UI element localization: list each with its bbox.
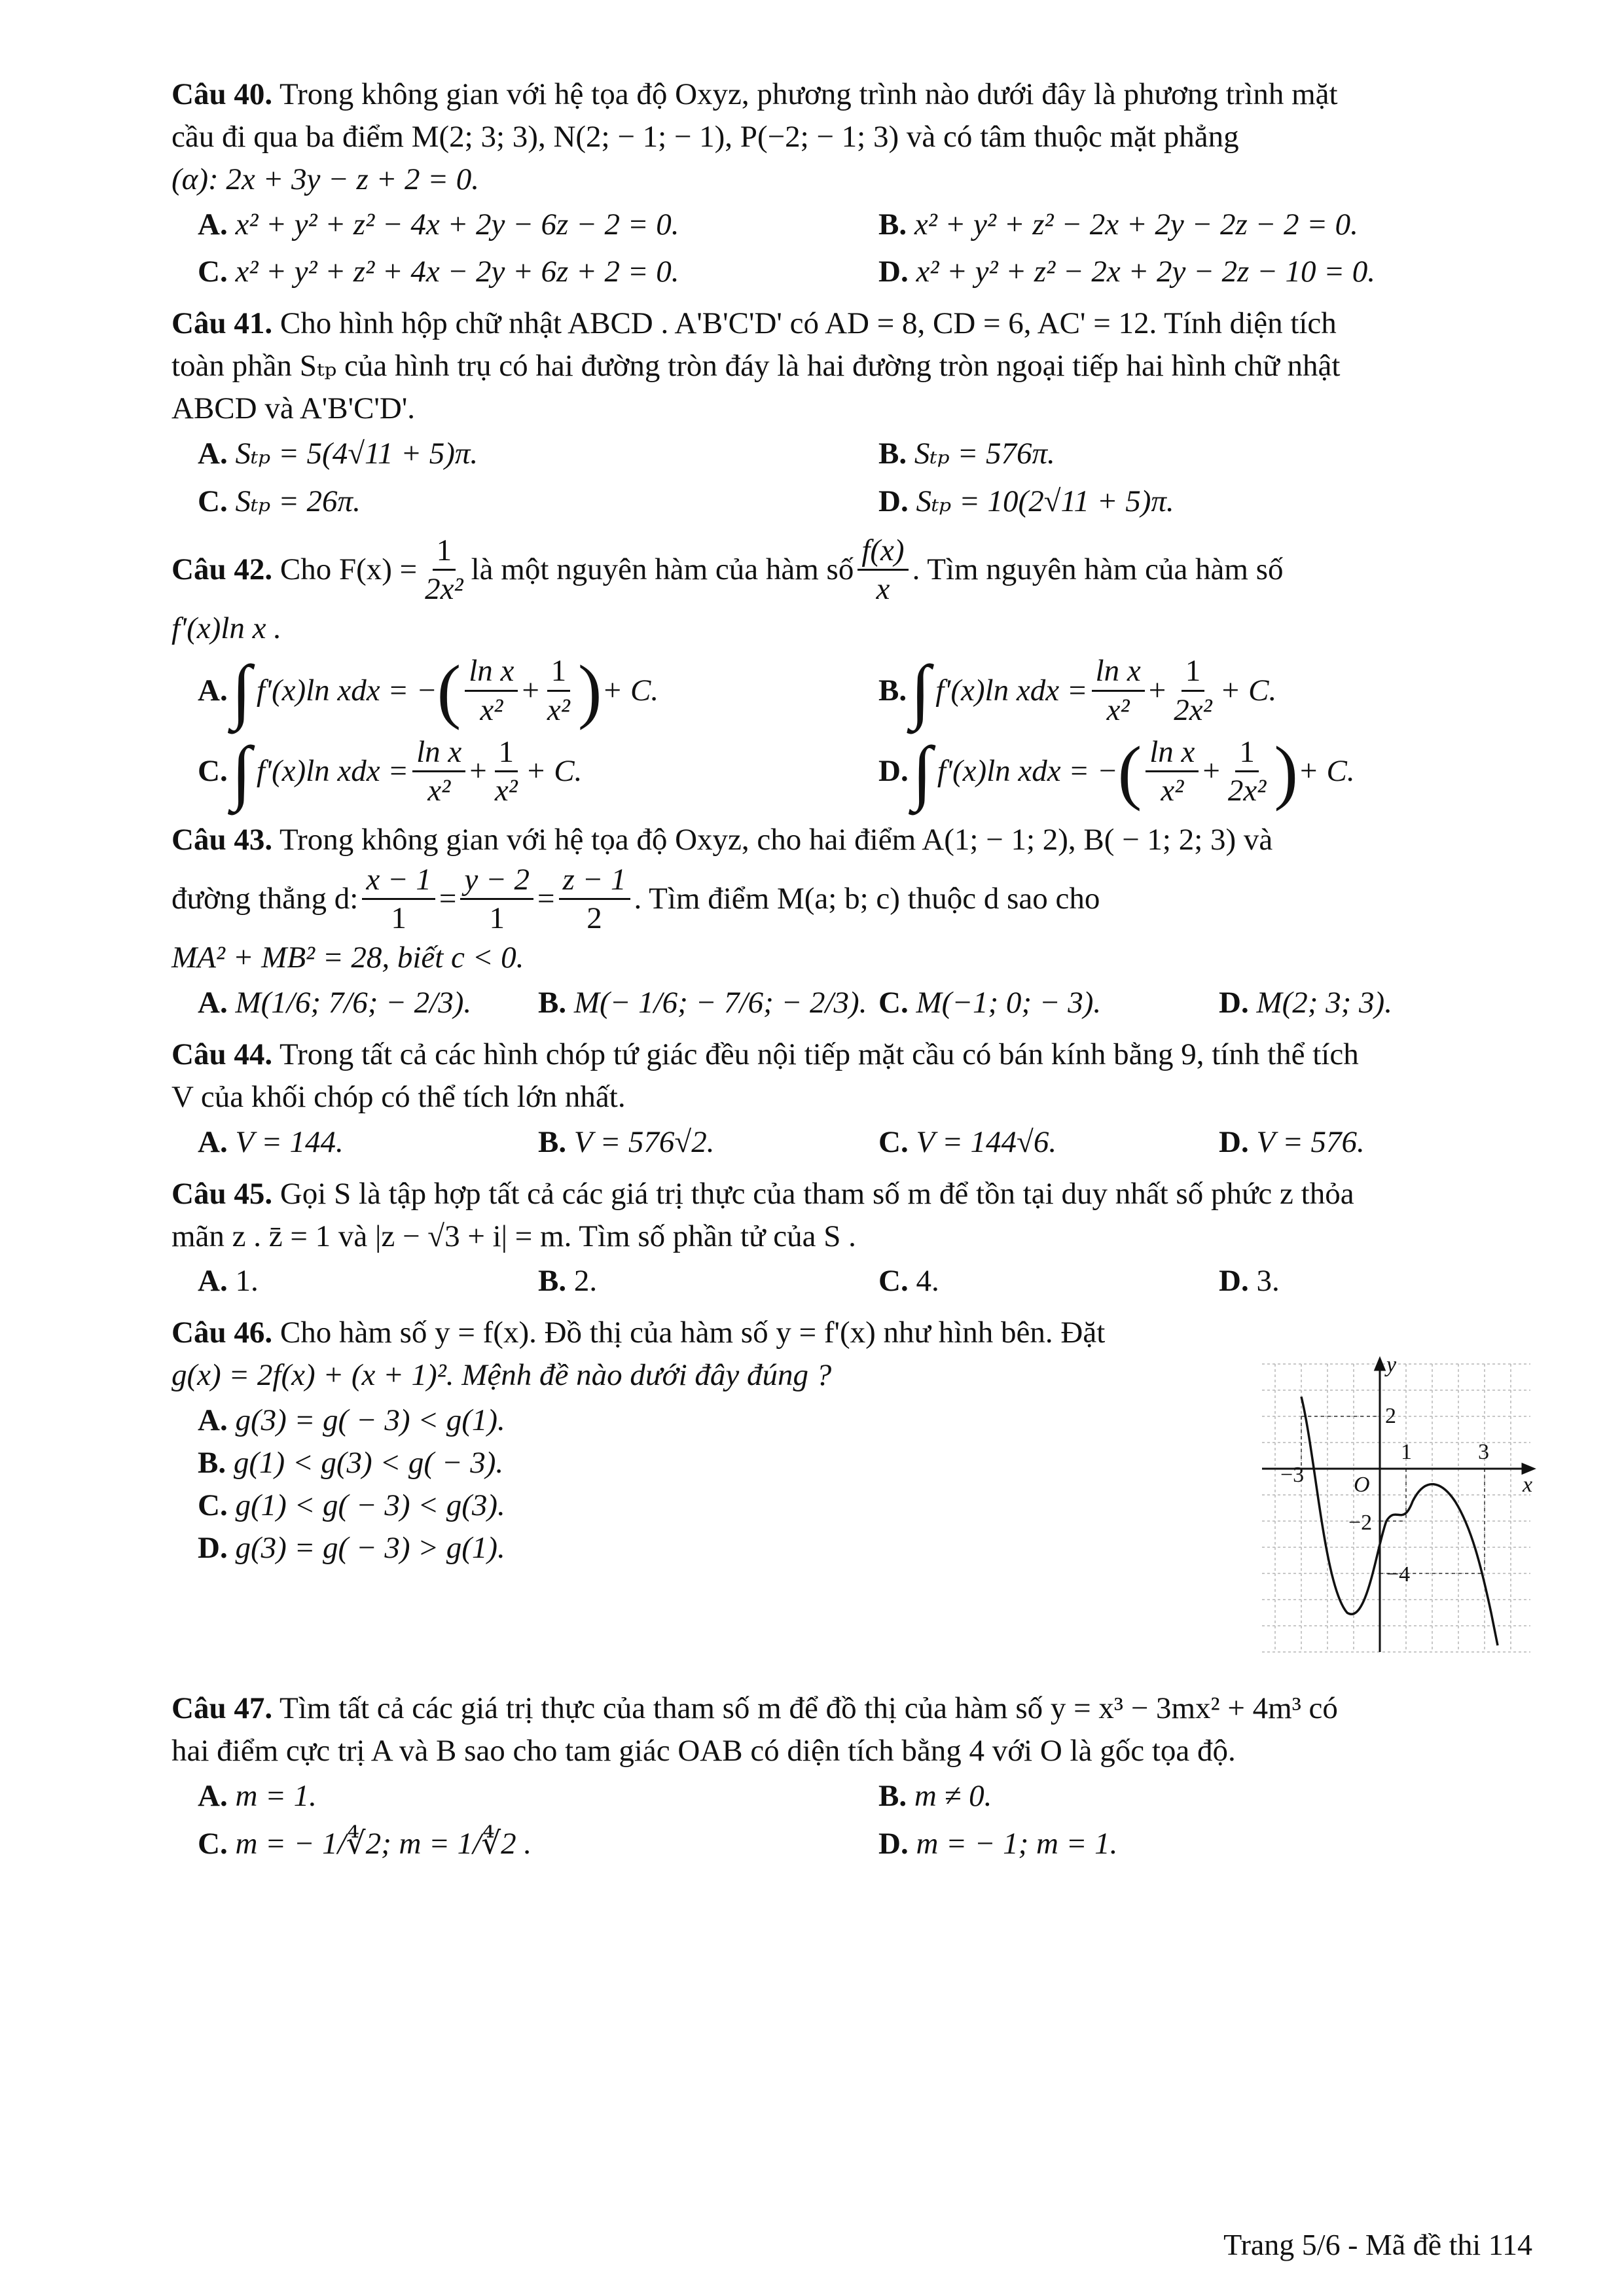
option-label: D. bbox=[878, 1826, 909, 1861]
fraction bbox=[460, 861, 533, 937]
plus-sign: + bbox=[1202, 754, 1220, 789]
option-text: 2. bbox=[573, 1264, 598, 1299]
fraction-denominator: x bbox=[876, 571, 890, 606]
option-label: A. bbox=[198, 1403, 228, 1438]
question-41-text-2: toàn phần Sₜₚ của hình trụ có hai đường tròn đáy là hai đường tròn ngoại tiếp hai hình chữ nhật bbox=[171, 349, 1341, 384]
option-d[interactable] bbox=[852, 731, 1533, 812]
question-40-label: Câu 40. bbox=[171, 77, 273, 111]
question-42 bbox=[171, 532, 1537, 810]
option-label: D. bbox=[878, 754, 909, 789]
option-label: A. bbox=[198, 1124, 228, 1159]
option-label: C. bbox=[198, 1488, 228, 1522]
option-text: g(3) = g( − 3) > g(1). bbox=[235, 1530, 505, 1565]
fraction bbox=[543, 653, 574, 728]
option-label: B. bbox=[878, 1779, 907, 1814]
question-44-stem bbox=[171, 1033, 1537, 1119]
option-label: C. bbox=[878, 1264, 909, 1299]
question-43 bbox=[171, 819, 1537, 1024]
option-b[interactable] bbox=[512, 1260, 852, 1302]
option-tail: + C. bbox=[1298, 754, 1355, 789]
integral-sign: ∫ bbox=[231, 731, 251, 812]
option-text: M(2; 3; 3). bbox=[1256, 986, 1392, 1020]
fraction bbox=[1224, 734, 1270, 810]
option-text: 3. bbox=[1256, 1264, 1280, 1299]
option-label: A. bbox=[198, 1779, 228, 1814]
fraction-numerator: 1 bbox=[1235, 734, 1259, 772]
question-43-line-2: đường thẳng d: $\frac{x - 1}{1}$ = $\frac{y - 2}{1}$ = $\frac{z - 1}{2}$ . Tìm điểm M(a; b; c) thuộc d sao cho bbox=[171, 861, 1537, 937]
integral-sign: ∫ bbox=[912, 731, 932, 812]
fraction bbox=[362, 861, 435, 937]
tick-2: 2 bbox=[1385, 1404, 1396, 1429]
plus-sign: + bbox=[522, 673, 539, 708]
option-text: g(1) < g(3) < g( − 3). bbox=[233, 1445, 504, 1480]
fraction-numerator: f(x) bbox=[857, 532, 908, 571]
question-40-text-3: (α): 2x + 3y − z + 2 = 0. bbox=[171, 162, 479, 196]
option-text: x² + y² + z² − 4x + 2y − 6z − 2 = 0. bbox=[235, 207, 679, 242]
fraction-denominator: 2x² bbox=[425, 571, 463, 606]
question-41-text-1: Cho hình hộp chữ nhật ABCD . A'B'C'D' có AD = 8, CD = 6, AC' = 12. Tính diện tích bbox=[280, 306, 1337, 341]
option-b[interactable] bbox=[512, 982, 867, 1024]
fraction bbox=[421, 532, 467, 608]
fraction-denominator: x² bbox=[480, 692, 503, 727]
question-43-text-1: Trong không gian với hệ tọa độ Oxyz, cho hai điểm A(1; − 1; 2), B( − 1; 2; 3) và bbox=[280, 822, 1273, 857]
option-c[interactable] bbox=[171, 251, 852, 293]
option-c[interactable] bbox=[852, 1260, 1193, 1302]
question-45-label: Câu 45. bbox=[171, 1176, 273, 1211]
option-text: M(−1; 0; − 3). bbox=[916, 986, 1102, 1020]
fraction-denominator: 1 bbox=[489, 901, 505, 936]
option-d[interactable] bbox=[852, 251, 1533, 293]
question-44-text-2: V của khối chóp có thể tích lớn nhất. bbox=[171, 1080, 626, 1115]
option-d[interactable] bbox=[852, 480, 1533, 523]
question-40-stem bbox=[171, 73, 1537, 201]
option-text: 1. bbox=[235, 1264, 259, 1299]
option-d[interactable] bbox=[1193, 982, 1533, 1024]
question-43-options bbox=[171, 982, 1537, 1024]
question-41 bbox=[171, 302, 1537, 522]
plus-sign: + bbox=[1148, 673, 1166, 708]
option-text: V = 144. bbox=[235, 1124, 344, 1159]
option-text: Sₜₚ = 26π. bbox=[235, 484, 361, 518]
option-text: g(3) = g( − 3) < g(1). bbox=[235, 1403, 505, 1438]
fraction-numerator: 1 bbox=[433, 532, 456, 571]
option-d[interactable] bbox=[1193, 1260, 1533, 1302]
option-label: B. bbox=[538, 1124, 567, 1159]
fraction bbox=[559, 861, 630, 937]
option-label: C. bbox=[198, 255, 228, 289]
option-b[interactable] bbox=[852, 651, 1533, 731]
option-label: D. bbox=[198, 1530, 228, 1565]
y-axis-label: y bbox=[1386, 1353, 1397, 1378]
question-44-label: Câu 44. bbox=[171, 1037, 273, 1072]
option-a[interactable] bbox=[171, 982, 512, 1024]
option-text: g(1) < g( − 3) < g(3). bbox=[235, 1488, 505, 1522]
option-label: B. bbox=[878, 436, 907, 471]
plus-sign: + bbox=[469, 754, 487, 789]
option-a[interactable] bbox=[171, 1775, 852, 1818]
question-40 bbox=[171, 73, 1537, 293]
question-43-text-a: đường thẳng d: bbox=[171, 882, 359, 916]
question-41-label: Câu 41. bbox=[171, 306, 273, 341]
fraction-denominator: x² bbox=[1106, 692, 1130, 727]
page-footer: Trang 5/6 - Mã đề thi 114 bbox=[1223, 2228, 1532, 2261]
option-d[interactable] bbox=[1193, 1121, 1533, 1164]
option-text: x² + y² + z² − 2x + 2y − 2z − 10 = 0. bbox=[916, 255, 1376, 289]
question-44-text-1: Trong tất cả các hình chóp tứ giác đều nội tiếp mặt cầu có bán kính bằng 9, tính thể tích bbox=[280, 1037, 1359, 1072]
option-b[interactable] bbox=[852, 1775, 1533, 1818]
paren-close: ) bbox=[1274, 731, 1299, 812]
option-text: m = − 1/∜2; m = 1/∜2 . bbox=[235, 1826, 532, 1861]
option-lhs: f'(x)ln xdx = bbox=[935, 673, 1088, 708]
question-46 bbox=[171, 1312, 1537, 1678]
question-43-stem bbox=[171, 819, 1537, 980]
option-label: D. bbox=[878, 484, 909, 518]
option-a[interactable] bbox=[171, 433, 852, 475]
option-d[interactable] bbox=[852, 1823, 1533, 1865]
tick-neg2: −2 bbox=[1348, 1511, 1373, 1535]
fraction-numerator: z − 1 bbox=[559, 861, 630, 900]
paren-close: ) bbox=[577, 651, 602, 731]
option-text: M(− 1/6; − 7/6; − 2/3). bbox=[573, 986, 867, 1020]
fraction-numerator: ln x bbox=[465, 653, 518, 691]
option-c[interactable] bbox=[852, 1121, 1193, 1164]
option-label: B. bbox=[538, 1264, 567, 1299]
question-42-text-b: là một nguyên hàm của hàm số bbox=[471, 552, 854, 587]
paren-open: ( bbox=[1117, 731, 1142, 812]
option-c[interactable] bbox=[171, 731, 852, 812]
fraction bbox=[1146, 734, 1199, 810]
option-label: C. bbox=[878, 986, 909, 1020]
integral-sign: ∫ bbox=[911, 651, 931, 731]
question-42-text-2: f'(x)ln x . bbox=[171, 611, 281, 646]
fraction-denominator: x² bbox=[427, 774, 451, 808]
tick-neg3: −3 bbox=[1280, 1463, 1305, 1488]
question-45-options bbox=[171, 1260, 1537, 1302]
option-text: Sₜₚ = 10(2√11 + 5)π. bbox=[916, 484, 1174, 518]
question-45-text-1: Gọi S là tập hợp tất cả các giá trị thực của tham số m để tồn tại duy nhất số phức z thỏa bbox=[280, 1176, 1354, 1211]
question-43-label: Câu 43. bbox=[171, 822, 273, 857]
option-label: A. bbox=[198, 673, 228, 708]
option-c[interactable] bbox=[171, 480, 852, 523]
option-label: A. bbox=[198, 436, 228, 471]
question-40-options bbox=[171, 204, 1537, 294]
fraction bbox=[412, 734, 465, 810]
option-text: m = 1. bbox=[235, 1779, 317, 1814]
fraction-denominator: x² bbox=[1161, 774, 1184, 808]
fraction-denominator: 2 bbox=[586, 901, 602, 936]
fraction bbox=[1092, 653, 1145, 728]
question-41-options bbox=[171, 433, 1537, 523]
fraction bbox=[491, 734, 522, 810]
option-label: B. bbox=[198, 1445, 226, 1480]
integral-sign: ∫ bbox=[231, 651, 251, 731]
option-tail: + C. bbox=[1219, 673, 1277, 708]
fraction-denominator: 2x² bbox=[1174, 692, 1212, 727]
fraction-numerator: 1 bbox=[547, 653, 571, 691]
option-tail: + C. bbox=[602, 673, 659, 708]
option-a[interactable] bbox=[171, 1121, 512, 1164]
question-47-text-2: hai điểm cực trị A và B sao cho tam giác OAB có diện tích bằng 4 với O là gốc tọa độ. bbox=[171, 1734, 1236, 1768]
fraction-denominator: 1 bbox=[391, 901, 406, 936]
question-47-stem bbox=[171, 1687, 1537, 1772]
option-label: D. bbox=[878, 255, 909, 289]
option-label: C. bbox=[198, 754, 228, 789]
fraction-numerator: ln x bbox=[1092, 653, 1145, 691]
fraction bbox=[857, 532, 908, 608]
option-label: D. bbox=[1219, 1264, 1249, 1299]
question-47-text-1: Tìm tất cả các giá trị thực của tham số m để đồ thị của hàm số y = x³ − 3mx² + 4m³ có bbox=[280, 1691, 1338, 1726]
question-44-options bbox=[171, 1121, 1537, 1164]
option-text: x² + y² + z² − 2x + 2y − 2z − 2 = 0. bbox=[914, 207, 1358, 242]
option-label: C. bbox=[198, 484, 228, 518]
option-text: 4. bbox=[916, 1264, 939, 1299]
option-label: C. bbox=[198, 1826, 228, 1861]
option-label: A. bbox=[198, 1264, 228, 1299]
option-lhs: f'(x)ln xdx = − bbox=[937, 754, 1118, 789]
option-text: V = 576. bbox=[1256, 1124, 1365, 1159]
option-label: B. bbox=[878, 207, 907, 242]
paren-open: ( bbox=[437, 651, 461, 731]
question-41-text-3: ABCD và A'B'C'D'. bbox=[171, 391, 416, 426]
option-a[interactable] bbox=[171, 204, 852, 246]
option-label: D. bbox=[1219, 986, 1249, 1020]
option-text: V = 576√2. bbox=[573, 1124, 715, 1159]
question-47-options bbox=[171, 1775, 1537, 1865]
question-46-text-1: Cho hàm số y = f(x). Đồ thị của hàm số y = f'(x) như hình bên. Đặt bbox=[280, 1316, 1106, 1350]
option-label: B. bbox=[878, 673, 907, 708]
fraction-numerator: ln x bbox=[1146, 734, 1199, 772]
option-a[interactable] bbox=[171, 1260, 512, 1302]
question-47 bbox=[171, 1687, 1537, 1865]
question-45-stem bbox=[171, 1173, 1537, 1258]
question-44 bbox=[171, 1033, 1537, 1164]
origin-label: O bbox=[1354, 1473, 1370, 1498]
option-text: M(1/6; 7/6; − 2/3). bbox=[235, 986, 472, 1020]
option-label: C. bbox=[878, 1124, 909, 1159]
fraction bbox=[1170, 653, 1216, 728]
derivative-graph bbox=[1255, 1351, 1537, 1659]
option-text: Sₜₚ = 5(4√11 + 5)π. bbox=[235, 436, 478, 471]
option-b[interactable] bbox=[852, 204, 1533, 246]
option-tail: + C. bbox=[525, 754, 583, 789]
question-40-text-1: Trong không gian với hệ tọa độ Oxyz, phương trình nào dưới đây là phương trình mặt bbox=[280, 77, 1338, 111]
questions-container bbox=[171, 73, 1537, 1865]
option-label: D. bbox=[1219, 1124, 1249, 1159]
fraction-numerator: 1 bbox=[1182, 653, 1205, 691]
option-b[interactable] bbox=[852, 433, 1533, 475]
question-47-label: Câu 47. bbox=[171, 1691, 273, 1726]
tick-neg4: −4 bbox=[1386, 1562, 1411, 1587]
question-43-text-b: . Tìm điểm M(a; b; c) thuộc d sao cho bbox=[634, 882, 1100, 916]
fraction-numerator: 1 bbox=[495, 734, 518, 772]
question-42-text-c: . Tìm nguyên hàm của hàm số bbox=[912, 552, 1284, 587]
x-axis-label: x bbox=[1523, 1473, 1533, 1498]
option-text: V = 144√6. bbox=[916, 1124, 1057, 1159]
question-46-label: Câu 46. bbox=[171, 1316, 273, 1350]
option-text: m ≠ 0. bbox=[914, 1779, 992, 1814]
question-45 bbox=[171, 1173, 1537, 1303]
fraction-denominator: x² bbox=[494, 774, 518, 808]
option-label: A. bbox=[198, 986, 228, 1020]
option-text: x² + y² + z² + 4x − 2y + 6z + 2 = 0. bbox=[235, 255, 679, 289]
option-text: Sₜₚ = 576π. bbox=[914, 436, 1055, 471]
fraction-numerator: x − 1 bbox=[362, 861, 435, 900]
question-42-stem bbox=[171, 532, 1537, 651]
option-text: m = − 1; m = 1. bbox=[916, 1826, 1118, 1861]
question-42-line-1 bbox=[171, 532, 1537, 608]
question-43-text-3: MA² + MB² = 28, biết c < 0. bbox=[171, 941, 524, 975]
question-42-text-a: Cho F(x) = bbox=[280, 552, 418, 587]
fraction-denominator: x² bbox=[547, 692, 570, 727]
fraction-denominator: 2x² bbox=[1227, 774, 1267, 808]
option-lhs: f'(x)ln xdx = − bbox=[256, 673, 437, 708]
option-label: A. bbox=[198, 207, 228, 242]
question-45-text-2: mãn z . z̄ = 1 và |z − √3 + i| = m. Tìm số phần tử của S . bbox=[171, 1219, 856, 1253]
question-42-label: Câu 42. bbox=[171, 552, 273, 587]
question-42-options bbox=[171, 653, 1537, 810]
question-41-stem bbox=[171, 302, 1537, 430]
question-46-text-2: g(x) = 2f(x) + (x + 1)². Mệnh đề nào dưới đây đúng ? bbox=[171, 1358, 832, 1393]
option-c[interactable] bbox=[852, 982, 1193, 1024]
option-a[interactable] bbox=[171, 651, 852, 731]
tick-3: 3 bbox=[1478, 1440, 1489, 1465]
option-label: B. bbox=[538, 986, 567, 1020]
tick-1: 1 bbox=[1401, 1440, 1412, 1465]
fraction-numerator: ln x bbox=[412, 734, 465, 772]
question-40-text-2: cầu đi qua ba điểm M(2; 3; 3), N(2; − 1; − 1), P(−2; − 1; 3) và có tâm thuộc mặt phẳng bbox=[171, 119, 1239, 154]
fraction bbox=[465, 653, 518, 728]
fraction-numerator: y − 2 bbox=[460, 861, 533, 900]
option-lhs: f'(x)ln xdx = bbox=[256, 754, 409, 789]
option-b[interactable] bbox=[512, 1121, 852, 1164]
option-c[interactable] bbox=[171, 1823, 852, 1865]
